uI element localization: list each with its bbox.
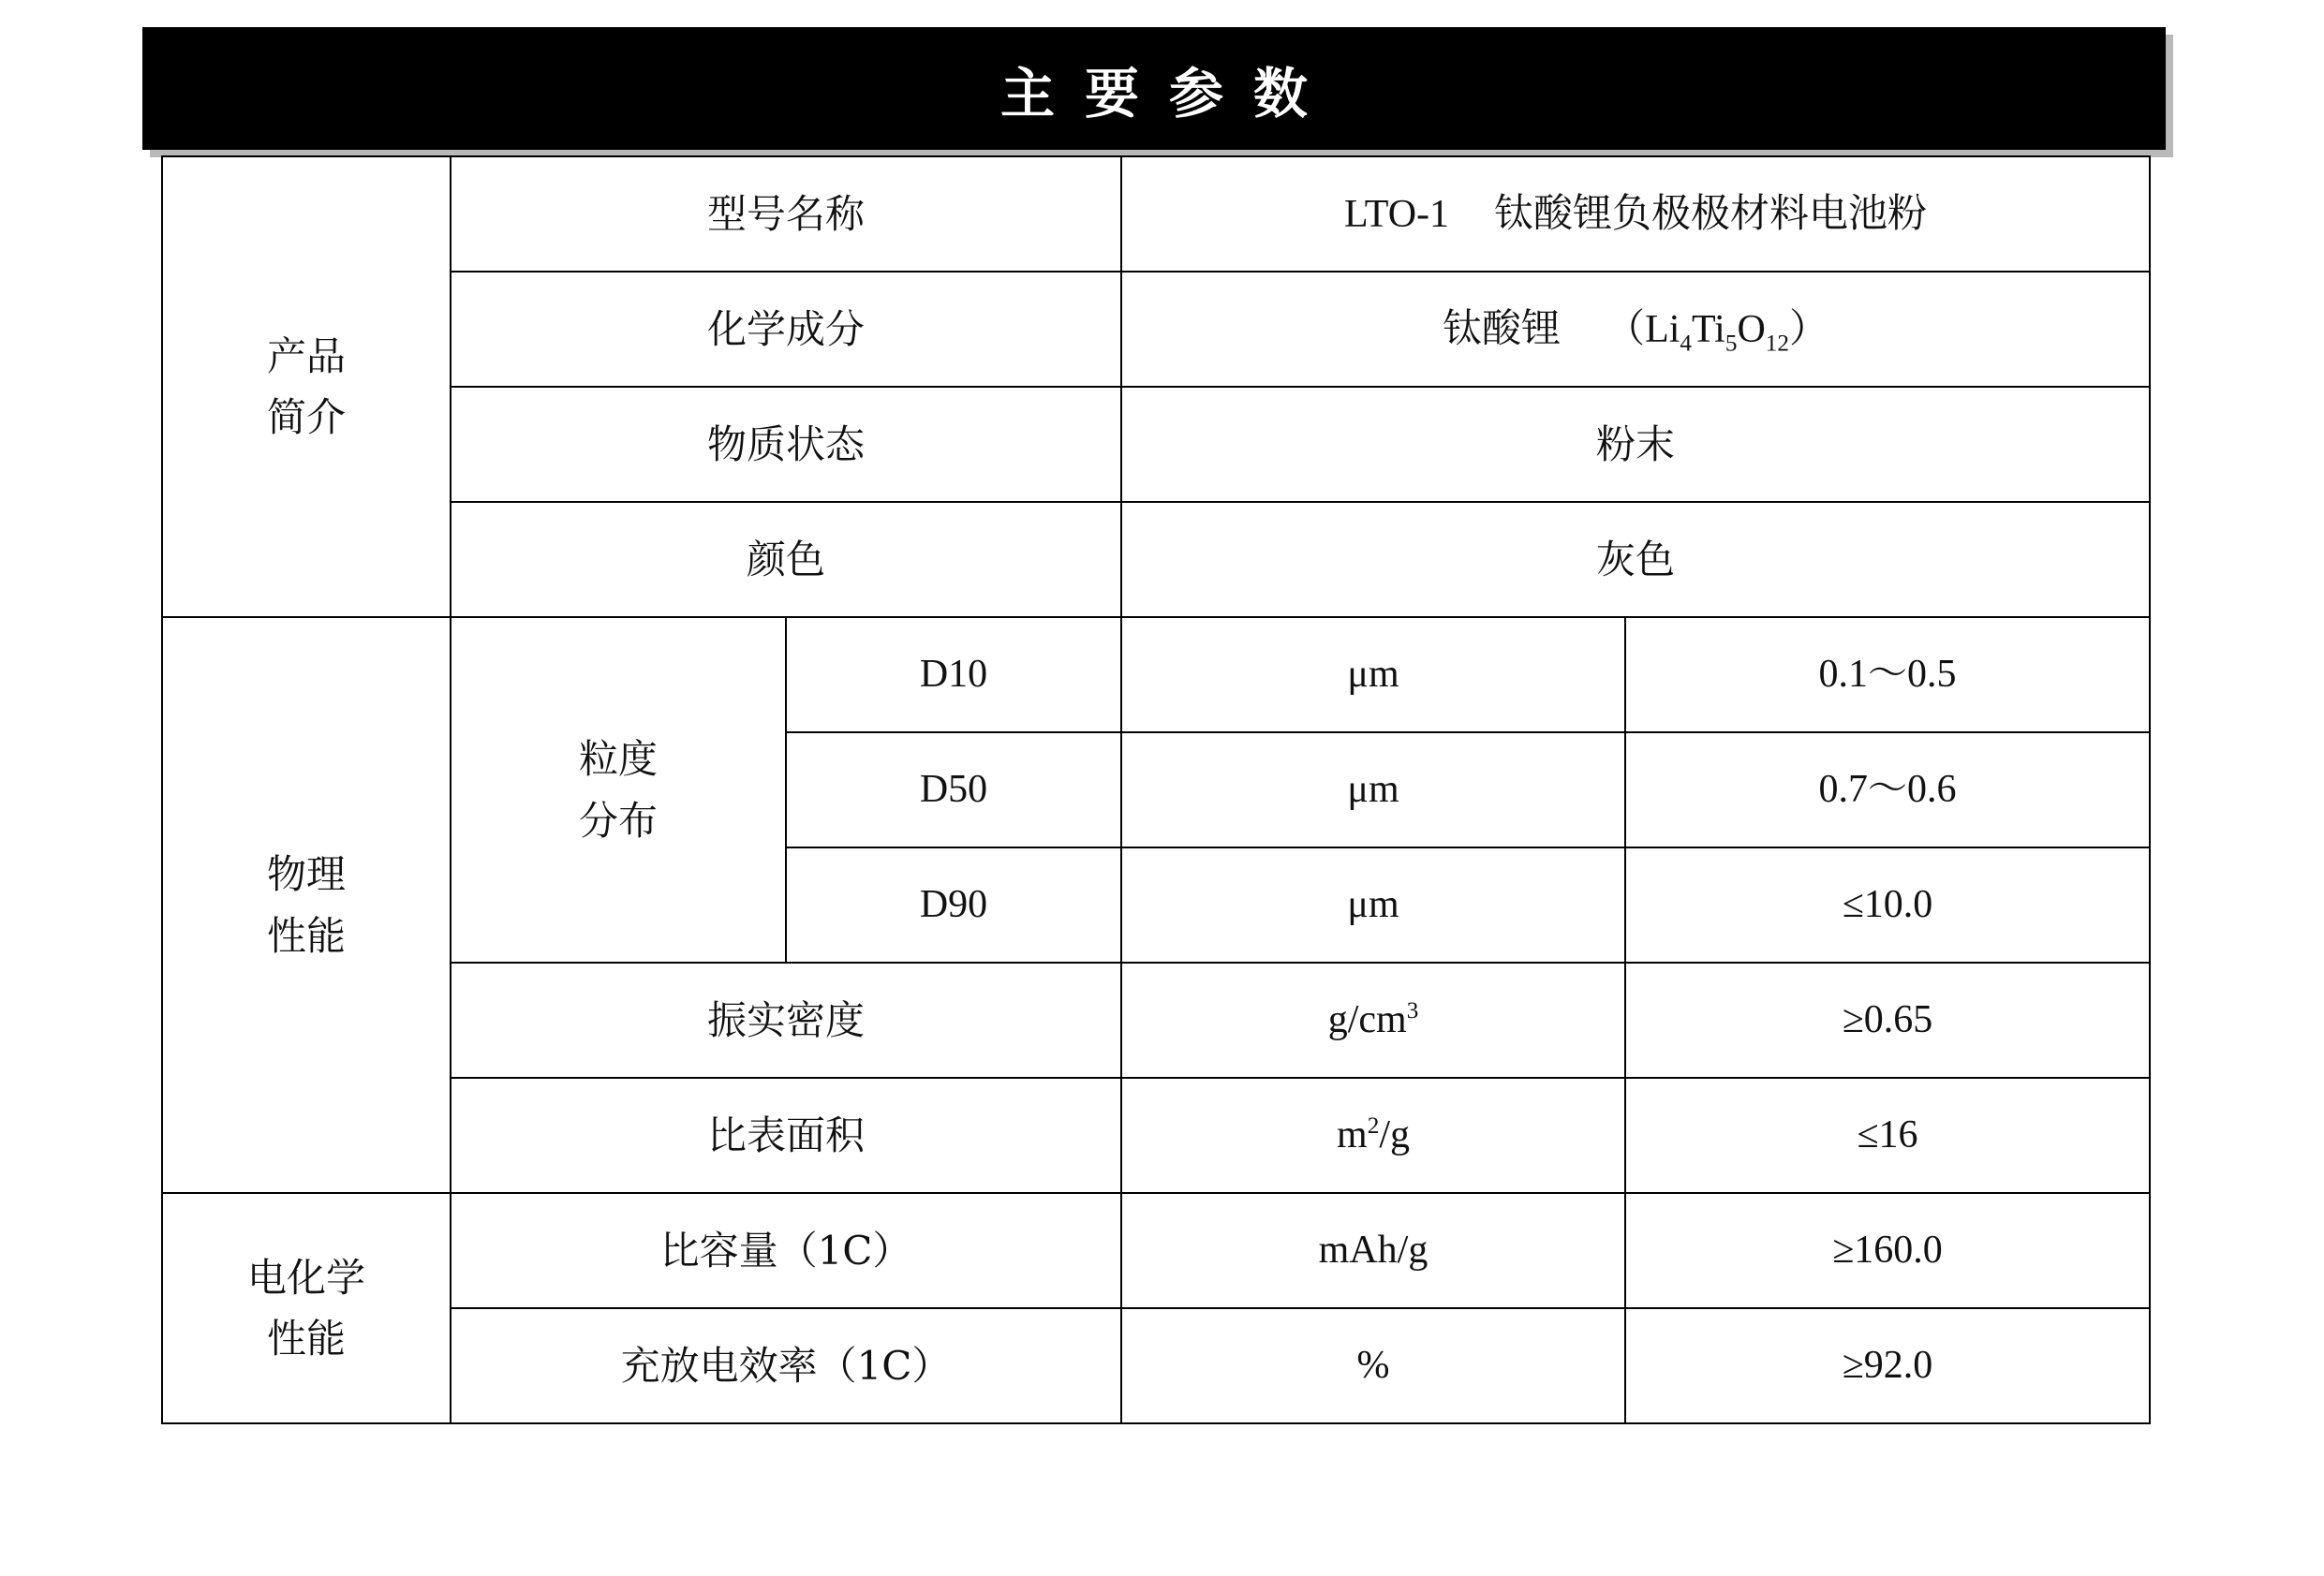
param-unit: mAh/g — [1121, 1193, 1625, 1308]
param-unit: % — [1121, 1308, 1625, 1423]
param-value: ≥92.0 — [1625, 1308, 2150, 1423]
param-unit: μm — [1121, 732, 1625, 847]
param-value: ≤16 — [1625, 1078, 2150, 1193]
param-value: LTO-1 钛酸锂负极极材料电池粉 — [1121, 156, 2150, 272]
param-unit: μm — [1121, 847, 1625, 963]
param-name: D10 — [786, 617, 1121, 732]
param-name: 型号名称 — [451, 156, 1121, 272]
title-banner — [142, 27, 2166, 150]
spec-table — [161, 155, 2151, 1424]
table-row — [162, 1308, 2150, 1423]
table-row — [162, 617, 2150, 732]
param-unit: μm — [1121, 617, 1625, 732]
param-value: 钛酸锂 $(Li_4Ti_5O_{12})$ — [1121, 272, 2150, 387]
param-name: 比容量（1C） — [451, 1193, 1121, 1308]
table-row — [162, 502, 2150, 617]
param-unit: $m^2/g$ — [1121, 1078, 1625, 1193]
section-label-physical: 物理 性能 — [162, 617, 451, 1193]
param-name: 化学成分 — [451, 272, 1121, 387]
table-row — [162, 387, 2150, 502]
table-row — [162, 963, 2150, 1078]
param-name: 充放电效率（1C） — [451, 1308, 1121, 1423]
page-title: 主要参数 — [999, 61, 1338, 125]
param-name: 振实密度 — [451, 963, 1121, 1078]
param-value: 0.7～0.6 — [1625, 732, 2150, 847]
param-value: ≤10.0 — [1625, 847, 2150, 963]
param-name: 颜色 — [451, 502, 1121, 617]
section-label-electrochemical: 电化学 性能 — [162, 1193, 451, 1423]
param-value: 粉末 — [1121, 387, 2150, 502]
table-row — [162, 156, 2150, 272]
param-value: ≥0.65 — [1625, 963, 2150, 1078]
param-name: D90 — [786, 847, 1121, 963]
param-value: 0.1～0.5 — [1625, 617, 2150, 732]
param-name: D50 — [786, 732, 1121, 847]
table-row — [162, 1193, 2150, 1308]
param-name: 比表面积 — [451, 1078, 1121, 1193]
section-label-product-intro: 产品 简介 — [162, 156, 451, 617]
particle-size-label: 粒度 分布 — [451, 617, 786, 963]
param-value: 灰色 — [1121, 502, 2150, 617]
chemical-formula: $(Li_4Ti_5O_{12})$ — [1606, 307, 1828, 357]
table-row — [162, 272, 2150, 387]
table-row — [162, 1078, 2150, 1193]
param-name: 物质状态 — [451, 387, 1121, 502]
param-value: ≥160.0 — [1625, 1193, 2150, 1308]
param-unit: $g/cm^3$ — [1121, 963, 1625, 1078]
